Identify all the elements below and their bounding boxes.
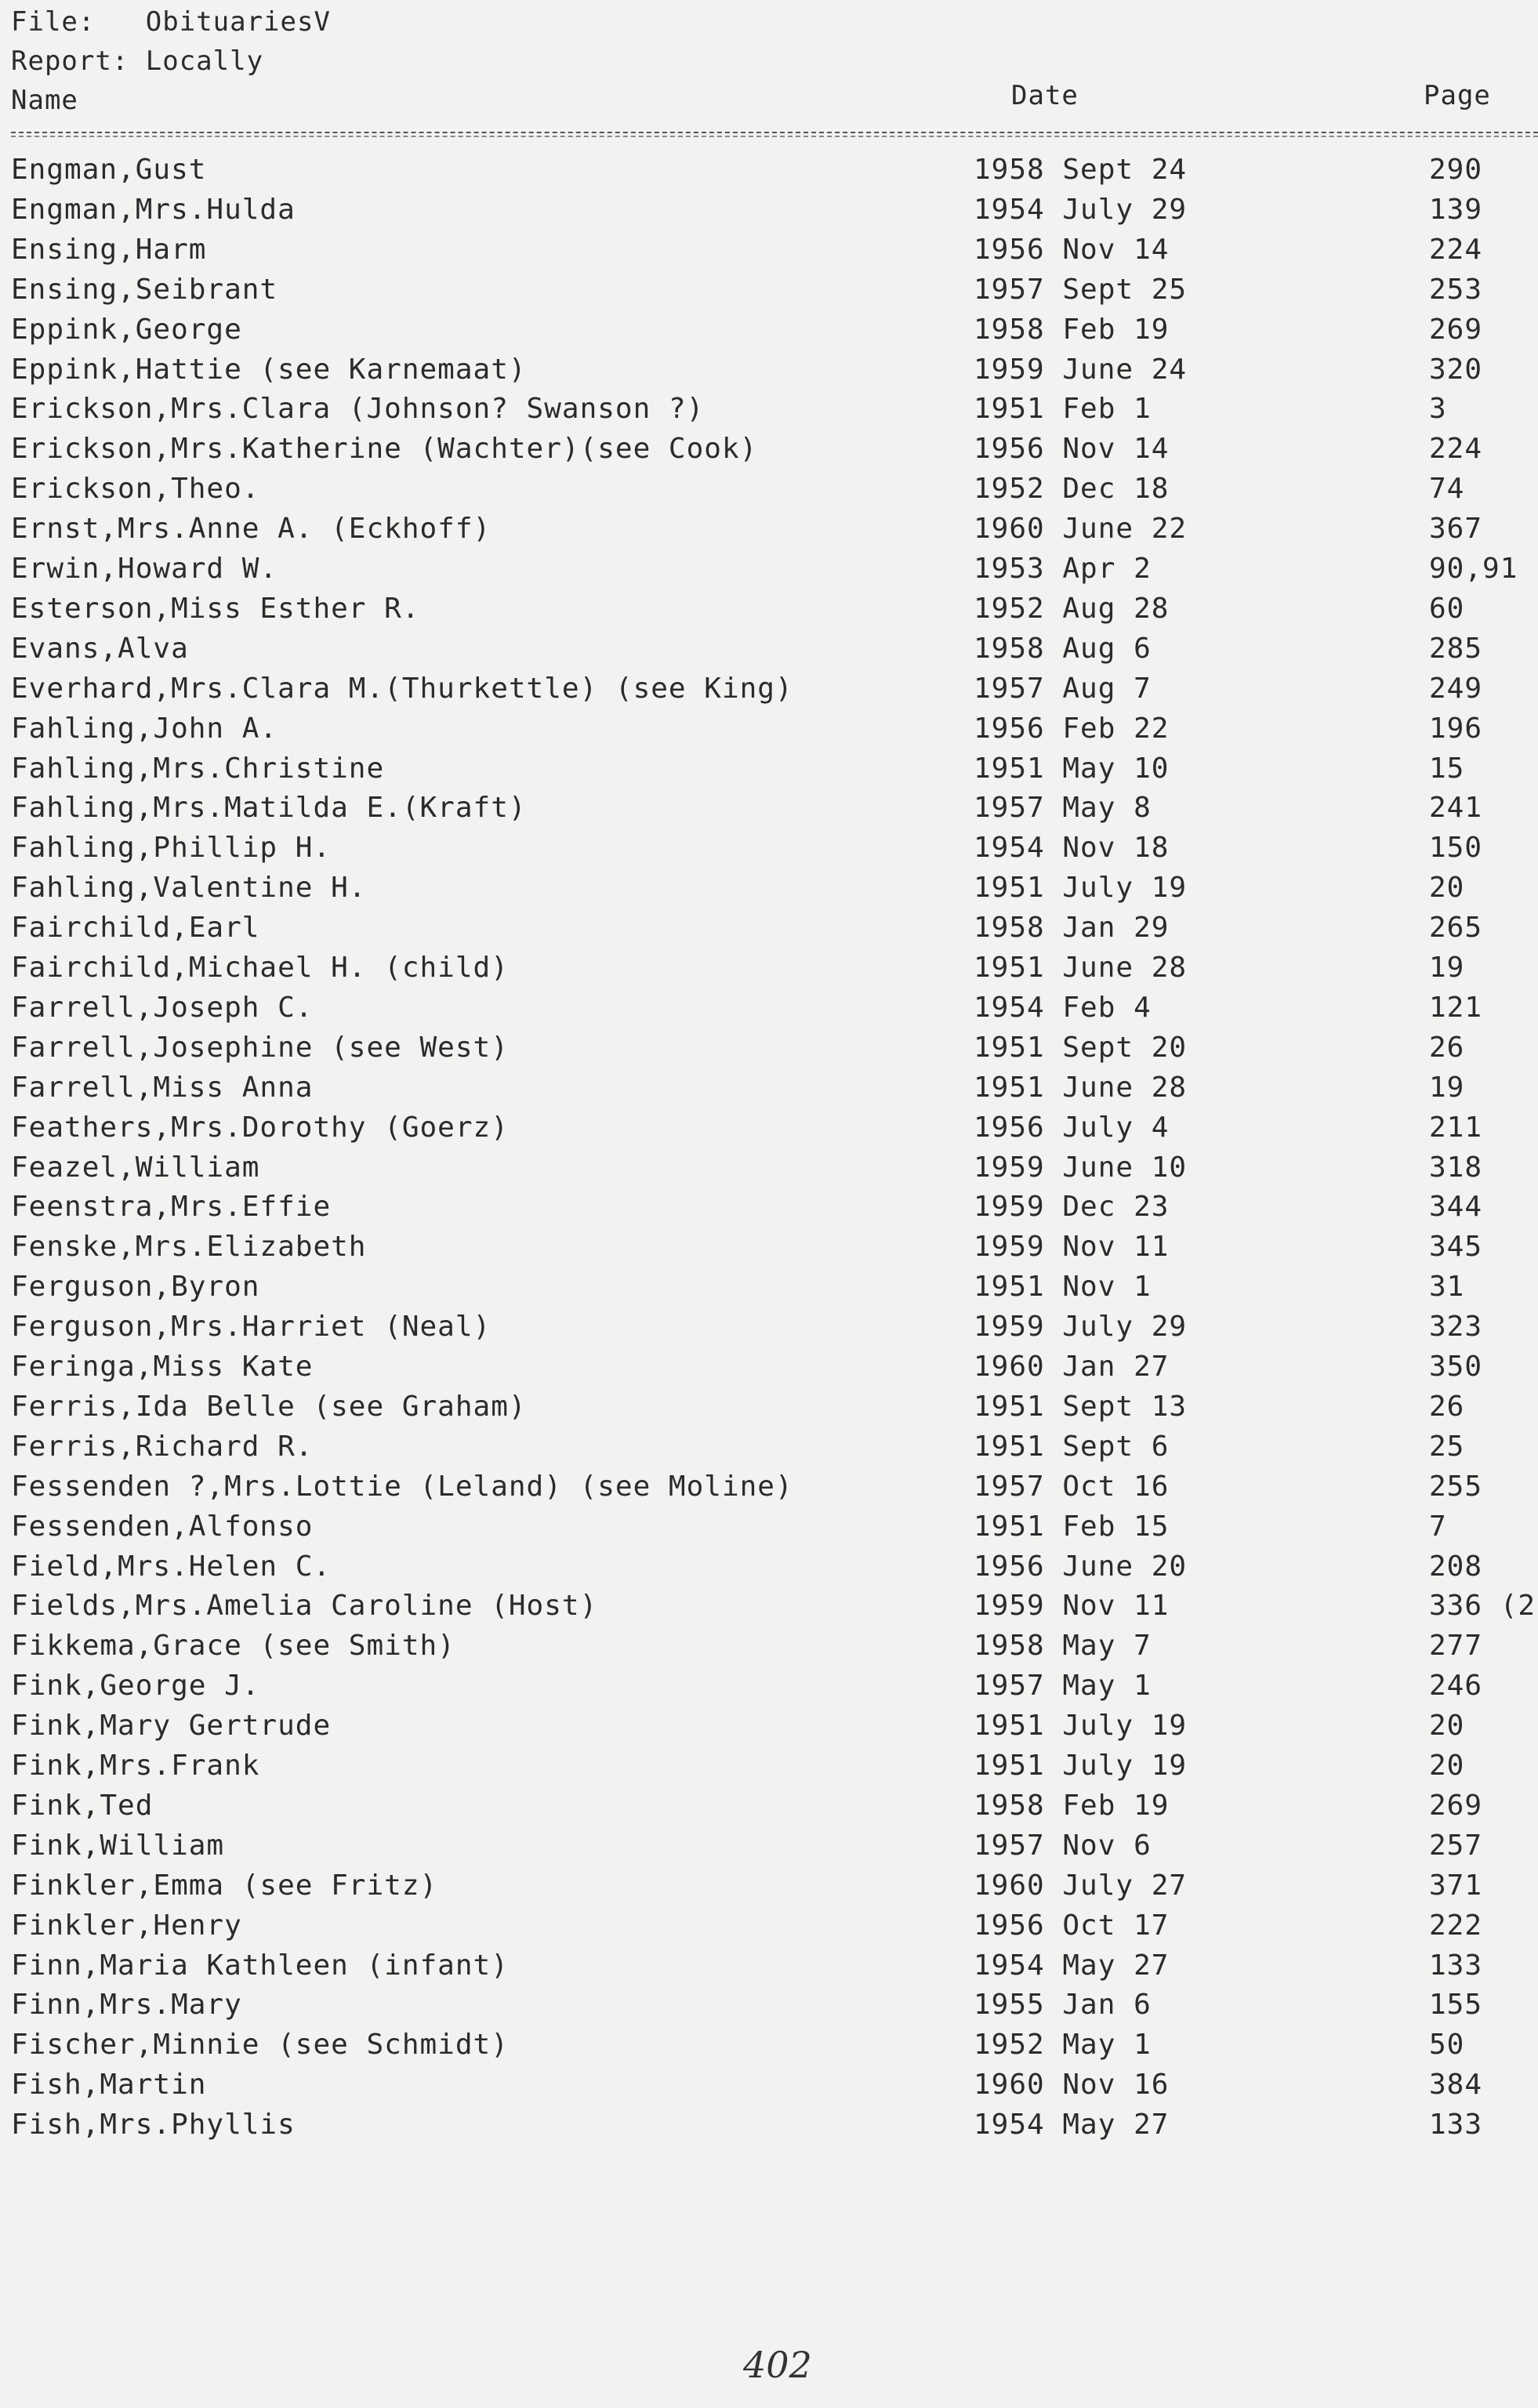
entry-date: 1958 Sept 24 [974, 154, 1188, 186]
entry-date: 1952 Dec 18 [974, 473, 1170, 505]
entry-name: Fahling,John A. [11, 713, 278, 745]
list-item [0, 1271, 1538, 1311]
entry-name: Erickson,Mrs.Katherine (Wachter)(see Cook) [11, 433, 758, 465]
entry-name: Feazel,William [11, 1151, 260, 1184]
list-item [0, 952, 1538, 992]
entry-date: 1954 May 27 [974, 2109, 1170, 2141]
entry-date: 1951 Feb 1 [974, 393, 1152, 425]
entry-page: 224 [1429, 234, 1483, 266]
entry-name: Ferris,Richard R. [11, 1431, 314, 1463]
entry-date: 1951 Feb 15 [974, 1510, 1170, 1543]
entry-page: 257 [1429, 1830, 1483, 1862]
list-item [0, 633, 1538, 673]
file-line: File: ObituariesV [11, 6, 331, 38]
entry-page: 50 [1429, 2029, 1465, 2061]
entry-name: Feenstra,Mrs.Effie [11, 1191, 332, 1223]
list-item [0, 1590, 1538, 1630]
entry-date: 1959 Nov 11 [974, 1590, 1170, 1622]
entry-name: Engman,Gust [11, 154, 207, 186]
list-item [0, 1670, 1538, 1710]
entry-page: 336 (2 [1429, 1590, 1536, 1622]
entry-page: 60 [1429, 593, 1465, 625]
list-item [0, 1630, 1538, 1670]
list-item [0, 274, 1538, 314]
entry-date: 1951 Nov 1 [974, 1271, 1152, 1303]
list-item [0, 1869, 1538, 1909]
entry-date: 1959 June 24 [974, 354, 1188, 386]
entry-name: Erwin,Howard W. [11, 553, 278, 585]
entry-name: Fields,Mrs.Amelia Caroline (Host) [11, 1590, 598, 1622]
entry-date: 1957 Oct 16 [974, 1471, 1170, 1503]
list-item [0, 992, 1538, 1032]
column-header-page: Page [1424, 80, 1491, 111]
entry-page: 133 [1429, 2109, 1483, 2141]
list-item [0, 912, 1538, 952]
entry-name: Fahling,Mrs.Christine [11, 752, 385, 785]
list-item [0, 1191, 1538, 1231]
list-item [0, 713, 1538, 752]
entry-page: 25 [1429, 1431, 1465, 1463]
entry-date: 1954 July 29 [974, 194, 1188, 226]
entry-name: Fink,William [11, 1830, 225, 1862]
entry-page: 269 [1429, 1790, 1483, 1822]
entry-page: 3 [1429, 393, 1447, 425]
entry-page: 20 [1429, 1710, 1465, 1742]
entry-date: 1956 Nov 14 [974, 234, 1170, 266]
list-item [0, 1909, 1538, 1949]
entry-date: 1960 Jan 27 [974, 1351, 1170, 1383]
entry-name: Field,Mrs.Helen C. [11, 1550, 332, 1583]
entry-page: 269 [1429, 314, 1483, 346]
list-item [0, 1391, 1538, 1431]
entry-date: 1958 Aug 6 [974, 633, 1152, 665]
entry-page: 246 [1429, 1670, 1483, 1702]
entry-name: Finkler,Henry [11, 1909, 242, 1942]
entry-page: 7 [1429, 1510, 1447, 1543]
entry-page: 139 [1429, 194, 1483, 226]
list-item [0, 194, 1538, 234]
entry-name: Eppink,George [11, 314, 242, 346]
entry-name: Fahling,Valentine H. [11, 872, 367, 904]
list-item [0, 2029, 1538, 2069]
list-item [0, 593, 1538, 633]
entry-page: 31 [1429, 1271, 1465, 1303]
entry-date: 1954 Nov 18 [974, 832, 1170, 864]
entry-name: Fessenden ?,Mrs.Lottie (Leland) (see Moline) [11, 1471, 793, 1503]
entry-page: 20 [1429, 872, 1465, 904]
column-header-date: Date [1011, 80, 1079, 111]
list-item [0, 393, 1538, 433]
entry-name: Fish,Mrs.Phyllis [11, 2109, 296, 2141]
list-item [0, 513, 1538, 553]
list-item [0, 1151, 1538, 1191]
list-item [0, 1710, 1538, 1750]
list-item [0, 473, 1538, 513]
entry-name: Eppink,Hattie (see Karnemaat) [11, 354, 527, 386]
entry-name: Finn,Mrs.Mary [11, 1989, 242, 2021]
list-item [0, 234, 1538, 274]
list-item [0, 1830, 1538, 1869]
entry-name: Ernst,Mrs.Anne A. (Eckhoff) [11, 513, 492, 545]
entry-name: Fahling,Phillip H. [11, 832, 332, 864]
entry-page: 367 [1429, 513, 1483, 545]
list-item [0, 1750, 1538, 1790]
entry-date: 1960 June 22 [974, 513, 1188, 545]
entry-date: 1951 Sept 13 [974, 1391, 1188, 1423]
list-item [0, 752, 1538, 792]
entry-date: 1960 July 27 [974, 1869, 1188, 1902]
entry-date: 1957 Aug 7 [974, 673, 1152, 705]
entry-page: 344 [1429, 1191, 1483, 1223]
list-item [0, 1989, 1538, 2029]
entry-page: 15 [1429, 752, 1465, 785]
entry-name: Finkler,Emma (see Fritz) [11, 1869, 438, 1902]
entry-page: 384 [1429, 2069, 1483, 2101]
list-item [0, 354, 1538, 393]
entry-name: Ferguson,Byron [11, 1271, 260, 1303]
entry-date: 1957 May 1 [974, 1670, 1152, 1702]
entry-name: Farrell,Josephine (see West) [11, 1032, 509, 1064]
entry-name: Fish,Martin [11, 2069, 207, 2101]
entry-name: Ferris,Ida Belle (see Graham) [11, 1391, 527, 1423]
entry-date: 1953 Apr 2 [974, 553, 1152, 585]
entry-name: Fairchild,Michael H. (child) [11, 952, 509, 984]
entry-name: Fikkema,Grace (see Smith) [11, 1630, 455, 1662]
entry-name: Fahling,Mrs.Matilda E.(Kraft) [11, 792, 527, 824]
entry-date: 1956 Nov 14 [974, 433, 1170, 465]
entry-name: Esterson,Miss Esther R. [11, 593, 420, 625]
list-item [0, 1231, 1538, 1271]
entry-page: 26 [1429, 1391, 1465, 1423]
entry-name: Fink,Mrs.Frank [11, 1750, 260, 1782]
entry-date: 1960 Nov 16 [974, 2069, 1170, 2101]
entry-date: 1956 July 4 [974, 1112, 1170, 1144]
entry-page: 255 [1429, 1471, 1483, 1503]
entry-date: 1954 May 27 [974, 1949, 1170, 1982]
entry-date: 1956 Feb 22 [974, 713, 1170, 745]
entry-page: 277 [1429, 1630, 1483, 1662]
list-item [0, 433, 1538, 473]
entry-page: 265 [1429, 912, 1483, 944]
entry-date: 1956 Oct 17 [974, 1909, 1170, 1942]
entry-name: Finn,Maria Kathleen (infant) [11, 1949, 509, 1982]
list-item [0, 1431, 1538, 1471]
entry-name: Feringa,Miss Kate [11, 1351, 314, 1383]
list-item [0, 1510, 1538, 1550]
entry-name: Erickson,Theo. [11, 473, 260, 505]
list-item [0, 553, 1538, 593]
entry-date: 1951 June 28 [974, 952, 1188, 984]
page-number: 402 [743, 2344, 812, 2386]
header-divider-second [11, 136, 1538, 137]
entry-date: 1959 July 29 [974, 1311, 1188, 1343]
entry-page: 208 [1429, 1550, 1483, 1583]
list-item [0, 1790, 1538, 1830]
column-header-name: Name [11, 85, 78, 116]
entry-page: 26 [1429, 1032, 1465, 1064]
list-item [0, 1471, 1538, 1510]
entry-date: 1957 Nov 6 [974, 1830, 1152, 1862]
entry-page: 320 [1429, 354, 1483, 386]
entry-name: Evans,Alva [11, 633, 189, 665]
entry-name: Fairchild,Earl [11, 912, 260, 944]
entry-name: Farrell,Miss Anna [11, 1072, 314, 1104]
list-item [0, 673, 1538, 713]
entry-date: 1951 July 19 [974, 872, 1188, 904]
entry-name: Farrell,Joseph C. [11, 992, 314, 1024]
entry-page: 150 [1429, 832, 1483, 864]
list-item [0, 1032, 1538, 1072]
entry-page: 74 [1429, 473, 1465, 505]
list-item [0, 1112, 1538, 1151]
entry-page: 318 [1429, 1151, 1483, 1184]
entry-date: 1954 Feb 4 [974, 992, 1152, 1024]
entry-date: 1951 July 19 [974, 1750, 1188, 1782]
list-item [0, 1949, 1538, 1989]
entry-name: Engman,Mrs.Hulda [11, 194, 296, 226]
entry-date: 1959 Nov 11 [974, 1231, 1170, 1263]
list-item [0, 832, 1538, 872]
entry-date: 1955 Jan 6 [974, 1989, 1152, 2021]
entry-date: 1958 May 7 [974, 1630, 1152, 1662]
entry-name: Everhard,Mrs.Clara M.(Thurkettle) (see King) [11, 673, 793, 705]
entry-name: Fessenden,Alfonso [11, 1510, 314, 1543]
entry-date: 1957 Sept 25 [974, 274, 1188, 306]
entry-page: 211 [1429, 1112, 1483, 1144]
entry-date: 1952 Aug 28 [974, 593, 1170, 625]
entry-page: 222 [1429, 1909, 1483, 1942]
entry-name: Fink,Mary Gertrude [11, 1710, 332, 1742]
entry-date: 1958 Feb 19 [974, 314, 1170, 346]
entry-page: 121 [1429, 992, 1483, 1024]
entry-name: Erickson,Mrs.Clara (Johnson? Swanson ?) [11, 393, 705, 425]
entry-page: 323 [1429, 1311, 1483, 1343]
entry-page: 19 [1429, 1072, 1465, 1104]
entry-date: 1959 June 10 [974, 1151, 1188, 1184]
entry-date: 1957 May 8 [974, 792, 1152, 824]
list-item [0, 154, 1538, 194]
entry-name: Fischer,Minnie (see Schmidt) [11, 2029, 509, 2061]
entry-page: 155 [1429, 1989, 1483, 2021]
entry-date: 1958 Feb 19 [974, 1790, 1170, 1822]
list-item [0, 1351, 1538, 1391]
entry-page: 90,91 [1429, 553, 1518, 585]
entry-date: 1951 June 28 [974, 1072, 1188, 1104]
entry-page: 19 [1429, 952, 1465, 984]
list-item [0, 1311, 1538, 1351]
list-item [0, 872, 1538, 912]
entry-date: 1959 Dec 23 [974, 1191, 1170, 1223]
list-item [0, 792, 1538, 832]
list-item [0, 314, 1538, 354]
entry-date: 1956 June 20 [974, 1550, 1188, 1583]
entry-date: 1951 Sept 20 [974, 1032, 1188, 1064]
list-item [0, 2069, 1538, 2109]
list-item [0, 2109, 1538, 2149]
entry-date: 1951 July 19 [974, 1710, 1188, 1742]
entry-page: 371 [1429, 1869, 1483, 1902]
entry-date: 1951 May 10 [974, 752, 1170, 785]
header-divider [11, 132, 1538, 133]
entry-name: Fenske,Mrs.Elizabeth [11, 1231, 367, 1263]
entry-page: 290 [1429, 154, 1483, 186]
entry-name: Ensing,Seibrant [11, 274, 278, 306]
entry-page: 285 [1429, 633, 1483, 665]
entry-name: Fink,Ted [11, 1790, 154, 1822]
list-item [0, 1550, 1538, 1590]
entry-page: 133 [1429, 1949, 1483, 1982]
entry-name: Ensing,Harm [11, 234, 207, 266]
report-line: Report: Locally [11, 45, 264, 77]
entry-name: Ferguson,Mrs.Harriet (Neal) [11, 1311, 492, 1343]
list-item [0, 1072, 1538, 1112]
entry-date: 1952 May 1 [974, 2029, 1152, 2061]
entry-name: Fink,George J. [11, 1670, 260, 1702]
entry-page: 241 [1429, 792, 1483, 824]
entry-page: 345 [1429, 1231, 1483, 1263]
entry-date: 1951 Sept 6 [974, 1431, 1170, 1463]
entry-page: 224 [1429, 433, 1483, 465]
entry-page: 249 [1429, 673, 1483, 705]
entry-page: 20 [1429, 1750, 1465, 1782]
entry-page: 196 [1429, 713, 1483, 745]
entry-name: Feathers,Mrs.Dorothy (Goerz) [11, 1112, 509, 1144]
entry-date: 1958 Jan 29 [974, 912, 1170, 944]
entry-page: 350 [1429, 1351, 1483, 1383]
entry-page: 253 [1429, 274, 1483, 306]
